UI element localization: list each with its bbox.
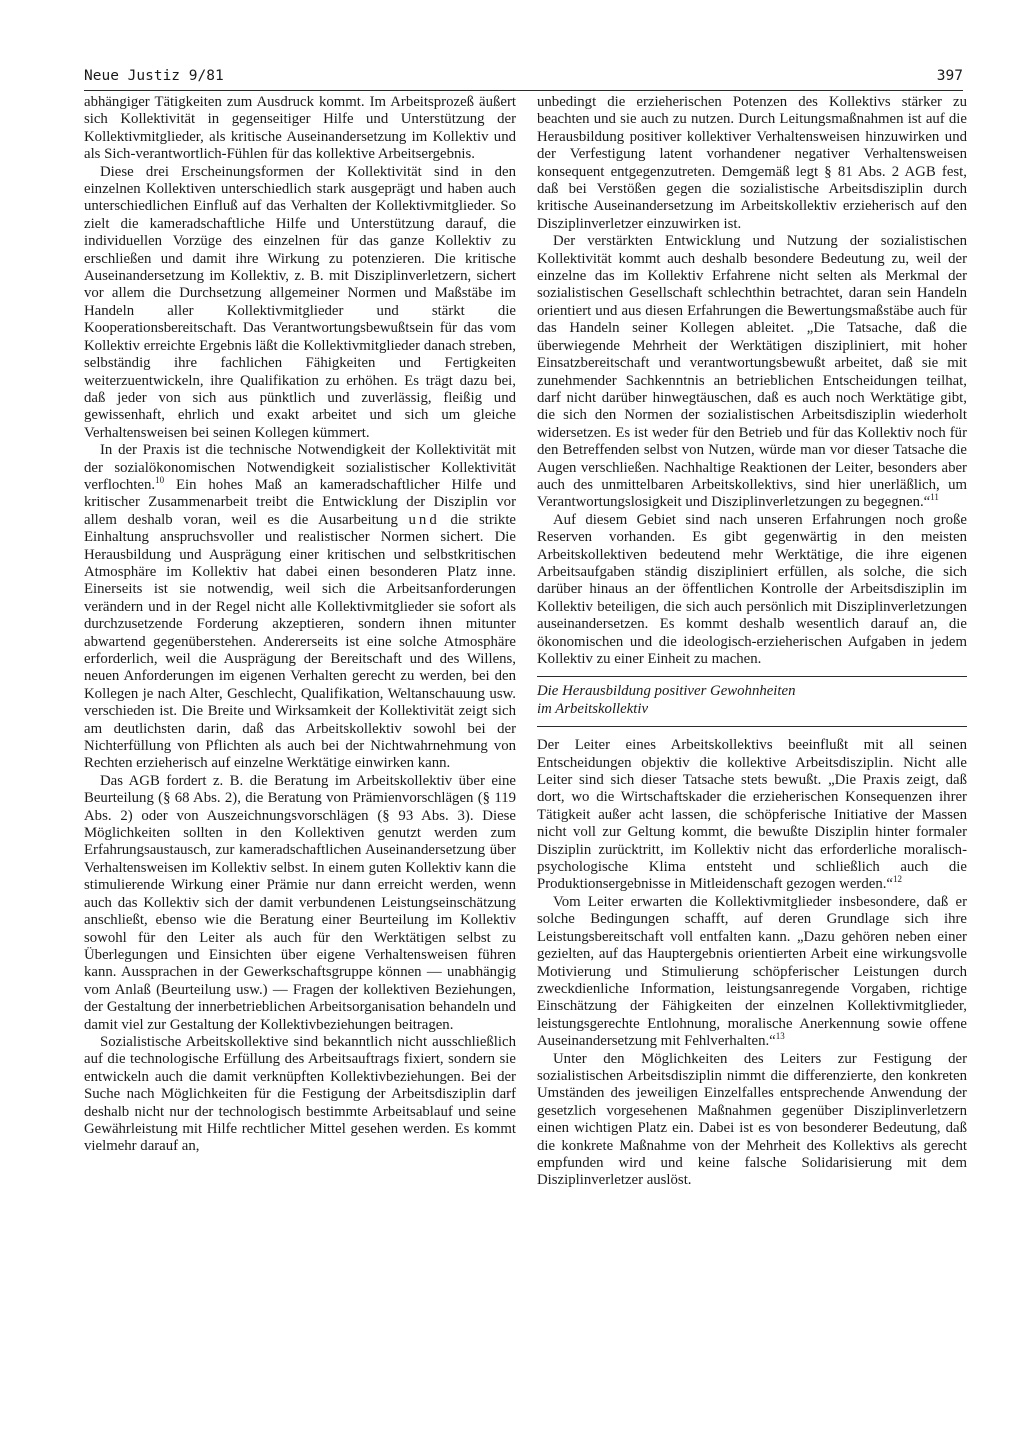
text-run: die strikte Einhaltung anspruchsvoller und realistischer Normen sichert. Die Herausbildung und Ausprägung einer kritischen und selbstkritischen Atmosphäre im Kollektiv hat dabei einen besonderen Platz inne. Einerseits ist sie notwendig, weil sich die Arbeitsanforderungen verändern und in der Regel nicht alle Kollektivmitglieder sie sofort als durchzusetzende Forderung akzeptieren, sondern ihnen mitunter abwartend gegenüberstehen. Andererseits ist eine solche Atmosphäre erforderlich, weil die Ausprägung der Bereitschaft und des Willens, neuen Anforderungen im eigenen Verhalten gerecht zu werden, bei den Kollegen je nach Alter, Geschlecht, Qualifikation, Weltanschauung usw. verschieden ist. Die Breite und Wirksamkeit der Kollektivität zeigt sich am deutlichsten darin, daß das Arbeitskollektiv sowohl bei der Nichterfüllung von Pflichten als auch bei der Nichtwahrnehmung von Rechten erzieherisch auf einzelne Werktätige einwirken kann. [84, 511, 516, 772]
paragraph: unbedingt die erzieherischen Potenzen des Kollektivs stärker zu beachten und sie auch zu nutzen. Durch Leitungsmaßnahmen ist auf die Herausbildung positiver kollektiver Verhaltensweisen hinzuwirken und der Verfestigung latent vorhandener negativer Verhaltensweisen konsequent entgegenzutreten. Demgemäß legt § 81 Abs. 2 AGB fest, daß bei Verstößen gegen die sozialistische Arbeitsdisziplin durch kritische Auseinandersetzung im Arbeitskollektiv erzieherisch auf den Disziplinverletzer einzuwirken ist. [537, 94, 967, 232]
paragraph: Sozialistische Arbeitskollektive sind bekanntlich nicht ausschließlich auf die technologische Erfüllung des Arbeitsauftrags fixiert, sondern sie entwickeln auch die damit verknüpften Kollektivbeziehungen. Bei der Suche nach Möglichkeiten für die Festigung der Arbeitsdisziplin darf deshalb nicht nur der technologisch bestimmte Arbeitsablauf und seine Gewährleistung mit Hilfe rechtlicher Mittel gesehen werden. Es kommt vielmehr darauf an, [84, 1033, 516, 1155]
paragraph: Das AGB fordert z. B. die Beratung im Arbeitskollektiv über eine Beurteilung (§ 68 Abs. 2), die Beratung von Prämienvorschlägen (§ 119 Abs. 2) oder von Auszeichnungsvorschlägen (§ 93 Abs. 3). Diese Möglichkeiten sollten in den Kollektiven genutzt werden zum Erfahrungsaustausch, zur kameradschaftlichen Auseinandersetzung über Verhaltensweisen im Kollektiv selbst. In einem guten Kollektiv kann die stimulierende Wirkung einer Prämie nur dann erreicht werden, wenn auch das Kollektiv sich der damit verbundenen Leistungseinschätzung anschließt, ebenso wie die Beratung einer Beurteilung im Kollektiv sowohl für den Leiter als auch für den Werktätigen selbst zu Überlegungen und Einsichten über eigene Verhaltensweisen führen kann. Aussprachen in der Gewerkschaftsgruppe können — unabhängig vom Anlaß (Beurteilung usw.) — Fragen der kollektiven Beziehungen, der Gestaltung der innerbetrieblichen Arbeitsorganisation behandeln und damit viel zur Gestaltung der Kollektivbeziehungen beitragen. [84, 772, 516, 1033]
right-column [537, 94, 967, 1190]
paragraph [84, 442, 516, 773]
left-column [84, 94, 516, 1156]
emphasis-text: und [408, 511, 440, 528]
running-header [84, 62, 963, 91]
journal-issue: Neue Justiz 9/81 [84, 68, 224, 84]
paragraph [537, 894, 967, 1051]
text-run: In der Praxis ist die technische Notwendigkeit der Kollektivität mit der sozialökonomischen Notwendigkeit sozialistischer Kollektivität verflochten. [84, 442, 516, 493]
paragraph [537, 737, 967, 894]
text-run: Vom Leiter erwarten die Kollektivmitglieder insbesondere, daß er solche Bedingungen schafft, auf deren Grundlage sich ihre Leistungsbereitschaft voll entfalten kann. „Dazu gehören neben einer gezielten, auf das Hauptergebnis orientierten Arbeit eine wirkungsvolle Motivierung und Stimulierung schöpferischer Leistungen durch zweckdienliche Information, leistungsanregende Vorgaben, richtige Einschätzung der Fähigkeiten der einzelnen Kollektivmitglieder, leistungsgerechte Entlohnung, moralische Anerkennung sowie offene Auseinandersetzung mit Fehlverhalten.“ [537, 893, 967, 1050]
paragraph: Unter den Möglichkeiten des Leiters zur Festigung der sozialistischen Arbeitsdisziplin nimmt die differenzierte, den konkreten Umständen des jeweiligen Einzelfalles entsprechende Anwendung der gesetzlich vorgesehenen Maßnahmen gegenüber Disziplinverletzern einen wichtigen Platz ein. Dabei ist es von besonderer Bedeutung, daß die konkrete Maßnahme von der Mehrheit des Kollektivs als gerecht empfunden wird und keine falsche Solidarisierung mit dem Disziplinverletzer auslöst. [537, 1050, 967, 1189]
heading-line: Die Herausbildung positiver Gewohnheiten [537, 683, 796, 700]
footnote-ref: 13 [775, 1031, 785, 1042]
footnote-ref: 11 [930, 492, 939, 503]
text-run: Ein hohes Maß an kameradschaftlicher Hilfe und kritischer Zusammenarbeit treibt die Entwicklung der Disziplin vor allem deshalb voran, weil es die Ausarbeitung [84, 476, 516, 528]
footnote-ref: 10 [155, 475, 165, 486]
page-number: 397 [936, 68, 963, 84]
section-heading [537, 676, 967, 727]
text-run: Der verstärkten Entwicklung und Nutzung der sozialistischen Kollektivität kommt auch deshalb besondere Bedeutung zu, weil der einzelne das im Kollektiv Erfahrene nicht selten als Merkmal der sozialistischen Gesellschaft schlechthin betrachtet, daran sein Handeln orientiert und aus diesen Erfahrungen die Bewertungsmaßstäbe auch für das Handeln seiner Kollegen ableitet. „Die Tatsache, daß die überwiegende Mehrheit der Werktätigen diszipliniert, mit hoher Einsatzbereitschaft und verantwortungsbewußt arbeitet, daß sie mit zunehmender Sachkenntnis an betrieblichen Entscheidungen teilhat, darf nicht darüber hinwegtäuschen, daß es auch noch Werktätige gibt, die sich den Normen der sozialistischen Arbeitsdisziplin wiederholt widersetzen. Es ist weder für den Betrieb und für das Kollektiv noch für den Betreffenden selbst von Nutzen, würde man vor dieser Tatsache die Augen verschließen. Nachhaltige Reaktionen der Leiter, besonders aber auch des unmittelbaren Arbeitskollektivs, sind hier unerläßlich, um Verantwortungslosigkeit und Disziplinverletzungen zu begegnen.“ [537, 233, 967, 511]
paragraph: Diese drei Erscheinungsformen der Kollektivität sind in den einzelnen Kollektiven unterschiedlich stark ausgeprägt und haben auch unterschiedlichen Einfluß auf das Verhalten der Kollektivmitglieder. So zielt die kameradschaftliche Hilfe und Unterstützung darauf, die individuellen Vorzüge des einzelnen für das ganze Kollektiv zu erschließen und damit ihre Wirkung zu potenzieren. Die kritische Auseinandersetzung im Kollektiv, z. B. mit Disziplinverletzern, sichert vor allem die Durchsetzung allgemeiner Normen und Maßstäbe im Handeln aller Kollektivmitglieder und stärkt die Kooperationsbereitschaft. Das Verantwortungsbewußtsein für das vom Kollektiv erreichte Ergebnis läßt die Kollektivmitglieder danach streben, selbständig ihre fachlichen Fähigkeiten und Fertigkeiten weiterzuentwickeln, ihre Qualifikation zu erhöhen. Es trägt dazu bei, daß jeder von sich aus pünktlich und zuverlässig, fleißig und gewissenhaft, ehrlich und exakt arbeitet und sich um gleiche Verhaltensweisen bei seinen Kollegen kümmert. [84, 163, 516, 441]
paragraph: abhängiger Tätigkeiten zum Ausdruck kommt. Im Arbeitsprozeß äußert sich Kollektivität in gegenseitiger Hilfe und Unterstützung der Kollektivmitglieder, als kritische Auseinandersetzung im Kollektiv und als Sich-verantwortlich-Fühlen für das kollektive Arbeitsergebnis. [84, 94, 516, 163]
paragraph [537, 233, 967, 512]
footnote-ref: 12 [893, 874, 902, 885]
paragraph: Auf diesem Gebiet sind nach unseren Erfahrungen noch große Reserven vorhanden. Es gibt gegenwärtig in den meisten Arbeitskollektiven bedeutend mehr Werktätige, die ihre eigenen Arbeitsaufgaben ständig diszipliniert erfüllen, als solche, die sich darüber hinaus an der öffentlichen Kontrolle der Arbeitsdisziplin im Kollektiv beteiligen, die sich auch persönlich mit Disziplinverletzungen auseinandersetzen. Es kommt deshalb wesentlich darauf an, die ökonomischen und die ideologisch-erzieherischen Aufgaben in jedem Kollektiv zu einer Einheit zu machen. [537, 511, 967, 667]
heading-line: im Arbeitskollektiv [537, 700, 649, 717]
text-run: Der Leiter eines Arbeitskollektivs beeinflußt mit all seinen Entscheidungen objektiv die kollektive Arbeitsdisziplin. Nicht alle Leiter sind sich dieser Tatsache stets bewußt. „Die Praxis zeigt, daß dort, wo die Wirtschaftskader die erzieherischen Konsequenzen ihrer Tätigkeit außer acht lassen, die schöpferische Initiative der Massen nicht voll zur Geltung kommt, die bewußte Disziplin hinter formaler Disziplin zurücktritt, im Kollektiv nicht das erforderliche moralisch-psychologische Klima entsteht und schließlich auch die Produktionsergebnisse in Mitleidenschaft gezogen werden.“ [537, 737, 967, 893]
